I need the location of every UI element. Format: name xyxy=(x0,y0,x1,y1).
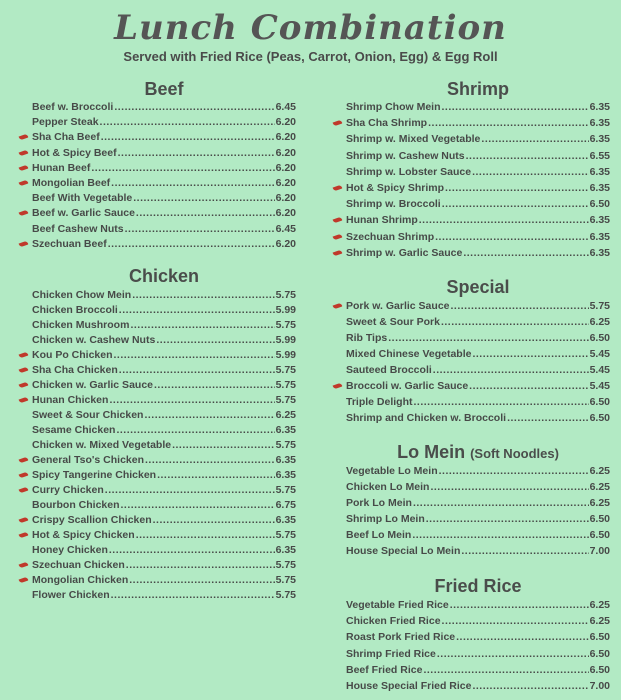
item-price: 6.20 xyxy=(275,131,296,144)
section-beef xyxy=(32,78,296,253)
item-name: Hot & Spicy Beef xyxy=(32,146,117,159)
dot-leader xyxy=(116,424,274,436)
chili-pepper-icon xyxy=(333,120,343,127)
chili-pepper-icon xyxy=(19,367,29,374)
menu-item xyxy=(346,680,610,696)
item-name: Shrimp Lo Mein xyxy=(346,513,425,525)
dot-leader xyxy=(119,304,275,316)
menu-item xyxy=(32,364,296,379)
menu-item xyxy=(346,101,610,117)
dot-leader xyxy=(111,589,275,601)
item-name: Rib Tips xyxy=(346,332,388,344)
item-name: Mixed Chinese Vegetable xyxy=(346,348,472,360)
item-price: 6.45 xyxy=(275,101,296,113)
item-price: 5.75 xyxy=(275,319,296,331)
item-name: Shrimp w. Cashew Nuts xyxy=(346,149,465,162)
item-name: Sweet & Sour Chicken xyxy=(32,409,144,421)
item-price: 5.75 xyxy=(275,379,296,391)
item-price: 6.35 xyxy=(589,117,610,130)
section-title: Fried Rice xyxy=(434,576,522,596)
item-name: Hunan Beef xyxy=(32,161,91,174)
chili-pepper-icon xyxy=(19,382,29,389)
dot-leader xyxy=(153,514,275,526)
dot-leader xyxy=(472,348,588,360)
dot-leader xyxy=(439,465,589,477)
section-special xyxy=(346,276,610,428)
dot-leader xyxy=(441,316,589,328)
item-price: 6.35 xyxy=(589,101,610,113)
item-price: 6.50 xyxy=(589,412,610,424)
item-name: Spicy Tangerine Chicken xyxy=(32,469,157,481)
menu-item xyxy=(346,117,610,133)
menu-item xyxy=(346,247,610,263)
item-name: Shrimp Fried Rice xyxy=(346,647,436,660)
item-price: 6.35 xyxy=(275,454,296,466)
item-name: Szechuan Beef xyxy=(32,237,107,250)
section-shrimp xyxy=(346,78,610,263)
menu-item xyxy=(32,116,296,131)
menu-item xyxy=(32,484,296,499)
menu-item xyxy=(32,589,296,604)
item-price: 5.75 xyxy=(275,364,296,376)
item-name: House Special Fried Rice xyxy=(346,679,472,692)
menu-item xyxy=(32,559,296,574)
item-price: 5.45 xyxy=(589,348,610,360)
menu-item xyxy=(346,182,610,198)
chili-pepper-icon xyxy=(19,517,29,524)
dot-leader xyxy=(507,412,589,424)
dot-leader xyxy=(472,680,588,692)
item-name: Sha Cha Shrimp xyxy=(346,117,428,130)
menu-item xyxy=(346,396,610,412)
item-price: 6.35 xyxy=(589,230,610,243)
dot-leader xyxy=(419,214,589,226)
item-name: Hunan Chicken xyxy=(32,394,109,406)
item-price: 5.45 xyxy=(589,380,610,392)
item-price: 5.75 xyxy=(589,300,610,312)
dot-leader xyxy=(426,513,589,525)
item-price: 6.55 xyxy=(589,149,610,162)
menu-item xyxy=(32,319,296,334)
item-price: 5.99 xyxy=(275,334,296,346)
section-title: Beef xyxy=(144,79,184,99)
item-price: 6.35 xyxy=(589,214,610,227)
menu-item xyxy=(32,162,296,177)
dot-leader xyxy=(157,469,274,481)
menu-item xyxy=(346,664,610,680)
item-price: 6.20 xyxy=(275,237,296,250)
item-price: 6.45 xyxy=(275,222,296,235)
menu-item xyxy=(32,529,296,544)
menu-item xyxy=(346,198,610,214)
item-name: Chicken Lo Mein xyxy=(346,481,430,493)
chili-pepper-icon xyxy=(19,532,29,539)
menu-item xyxy=(32,334,296,349)
item-price: 6.20 xyxy=(275,192,296,205)
menu-item xyxy=(346,599,610,615)
item-name: Hot & Spicy Chicken xyxy=(32,529,135,541)
item-name: Chicken Chow Mein xyxy=(32,289,132,301)
menu-item xyxy=(346,133,610,149)
dot-leader xyxy=(445,182,589,194)
item-price: 5.75 xyxy=(275,529,296,541)
dot-leader xyxy=(125,223,275,235)
item-name: Chicken w. Garlic Sauce xyxy=(32,379,153,391)
item-name: Mongolian Chicken xyxy=(32,574,129,586)
item-name: Flower Chicken xyxy=(32,589,110,601)
dot-leader xyxy=(472,166,589,178)
chili-pepper-icon xyxy=(333,233,343,240)
item-name: Shrimp w. Broccoli xyxy=(346,198,441,211)
item-name: Bourbon Chicken xyxy=(32,499,120,511)
dot-leader xyxy=(412,529,588,541)
item-price: 6.20 xyxy=(275,176,296,189)
section-title xyxy=(346,441,610,463)
item-name: Chicken Mushroom xyxy=(32,319,130,331)
menu-item xyxy=(346,364,610,380)
dot-leader xyxy=(463,247,588,259)
dot-leader xyxy=(145,454,275,466)
dot-leader xyxy=(114,349,275,361)
item-name: Hunan Shrimp xyxy=(346,214,418,227)
item-name: Beef With Vegetable xyxy=(32,192,133,205)
menu-item xyxy=(32,131,296,146)
dot-leader xyxy=(154,379,275,391)
dot-leader xyxy=(430,481,588,493)
dot-leader xyxy=(129,574,274,586)
item-price: 6.35 xyxy=(589,181,610,194)
chili-pepper-icon xyxy=(19,472,29,479)
menu-item xyxy=(32,304,296,319)
item-name: Chicken Fried Rice xyxy=(346,615,441,628)
menu-item xyxy=(32,499,296,514)
dot-leader xyxy=(442,101,589,113)
menu-item xyxy=(346,214,610,230)
chili-pepper-icon xyxy=(19,210,29,217)
dot-leader xyxy=(469,380,588,392)
dot-leader xyxy=(450,599,589,611)
item-name: Shrimp Chow Mein xyxy=(346,101,441,113)
dot-leader xyxy=(119,364,275,376)
menu-item xyxy=(32,574,296,589)
menu-item xyxy=(346,481,610,497)
dot-leader xyxy=(481,133,588,145)
item-price: 6.20 xyxy=(275,116,296,129)
menu-item xyxy=(32,514,296,529)
item-name: Sha Cha Chicken xyxy=(32,364,118,376)
item-name: Honey Chicken xyxy=(32,544,108,556)
item-name: Shrimp w. Mixed Vegetable xyxy=(346,133,481,146)
menu-item xyxy=(346,332,610,348)
item-name: Mongolian Beef xyxy=(32,176,111,189)
item-name: Beef Cashew Nuts xyxy=(32,222,124,235)
section-fried-rice xyxy=(346,575,610,696)
item-price: 5.99 xyxy=(275,304,296,316)
item-name: Roast Pork Fried Rice xyxy=(346,631,456,644)
menu-item xyxy=(346,150,610,166)
dot-leader xyxy=(388,332,588,344)
menu-item xyxy=(32,147,296,162)
dot-leader xyxy=(414,396,589,408)
menu-item xyxy=(32,101,296,116)
item-price: 6.75 xyxy=(275,499,296,511)
item-price: 5.75 xyxy=(275,394,296,406)
dot-leader xyxy=(136,207,275,219)
menu-item xyxy=(32,424,296,439)
item-price: 6.50 xyxy=(589,198,610,211)
item-price: 6.50 xyxy=(589,631,610,644)
menu-item xyxy=(32,409,296,424)
menu-title: Lunch Combination xyxy=(114,8,507,48)
menu-item xyxy=(346,348,610,364)
dot-leader xyxy=(456,631,588,643)
menu-item xyxy=(32,349,296,364)
item-price: 6.25 xyxy=(589,316,610,328)
item-price: 6.50 xyxy=(589,332,610,344)
dot-leader xyxy=(109,394,274,406)
item-price: 5.75 xyxy=(275,574,296,586)
item-name: Chicken w. Cashew Nuts xyxy=(32,334,156,346)
menu-item xyxy=(32,223,296,238)
menu-item xyxy=(32,177,296,192)
item-price: 7.00 xyxy=(589,545,610,557)
item-price: 5.75 xyxy=(275,589,296,601)
item-name: Pork Lo Mein xyxy=(346,497,412,509)
chili-pepper-icon xyxy=(19,180,29,187)
dot-leader xyxy=(108,238,275,250)
menu-item xyxy=(346,497,610,513)
menu-item xyxy=(346,615,610,631)
dot-leader xyxy=(437,648,589,660)
item-price: 6.20 xyxy=(275,146,296,159)
chili-pepper-icon xyxy=(333,303,343,310)
item-price: 5.75 xyxy=(275,559,296,571)
menu-item xyxy=(346,631,610,647)
menu-item xyxy=(32,394,296,409)
dot-leader xyxy=(423,664,588,676)
dot-leader xyxy=(109,544,275,556)
dot-leader xyxy=(130,319,274,331)
menu-item xyxy=(32,289,296,304)
item-name: Sesame Chicken xyxy=(32,424,116,436)
dot-leader xyxy=(105,484,275,496)
dot-leader xyxy=(466,150,589,162)
dot-leader xyxy=(136,529,275,541)
item-price: 6.25 xyxy=(589,497,610,509)
item-name: General Tso's Chicken xyxy=(32,454,145,466)
chili-pepper-icon xyxy=(333,185,343,192)
menu-item xyxy=(32,469,296,484)
item-name: Beef Lo Mein xyxy=(346,529,412,541)
item-price: 5.75 xyxy=(275,439,296,451)
menu-item xyxy=(346,648,610,664)
item-price: 6.50 xyxy=(589,663,610,676)
item-name: House Special Lo Mein xyxy=(346,545,461,557)
menu-subtitle: Served with Fried Rice (Peas, Carrot, Onion, Egg) & Egg Roll xyxy=(123,49,498,64)
item-name: Vegetable Fried Rice xyxy=(346,599,449,611)
menu-item xyxy=(346,465,610,481)
item-name: Beef w. Garlic Sauce xyxy=(32,207,135,220)
section-note: (Soft Noodles) xyxy=(470,446,559,461)
dot-leader xyxy=(111,177,274,189)
chili-pepper-icon xyxy=(19,487,29,494)
dot-leader xyxy=(101,131,275,143)
item-name: Shrimp w. Garlic Sauce xyxy=(346,246,463,259)
item-name: Szechuan Shrimp xyxy=(346,230,435,243)
menu-item xyxy=(32,207,296,222)
item-name: Pork w. Garlic Sauce xyxy=(346,300,450,312)
menu-item xyxy=(32,192,296,207)
dot-leader xyxy=(156,334,274,346)
menu-item xyxy=(346,545,610,561)
chili-pepper-icon xyxy=(19,164,29,171)
section-title: Special xyxy=(446,277,510,297)
dot-leader xyxy=(118,147,275,159)
dot-leader xyxy=(451,300,589,312)
section-title-text: Lo Mein xyxy=(397,442,466,462)
menu-item xyxy=(346,412,610,428)
item-name: Szechuan Chicken xyxy=(32,559,125,571)
menu-item xyxy=(346,380,610,396)
item-price: 6.35 xyxy=(589,133,610,146)
item-name: Chicken Broccoli xyxy=(32,304,118,316)
menu-item xyxy=(32,238,296,253)
dot-leader xyxy=(114,101,274,113)
item-price: 6.25 xyxy=(589,481,610,493)
item-name: Beef w. Broccoli xyxy=(32,101,114,113)
item-price: 6.25 xyxy=(275,409,296,421)
dot-leader xyxy=(121,499,275,511)
menu-item xyxy=(346,513,610,529)
dot-leader xyxy=(442,615,589,627)
menu-item xyxy=(346,231,610,247)
item-price: 6.35 xyxy=(275,424,296,436)
dot-leader xyxy=(91,162,274,174)
item-price: 6.20 xyxy=(275,207,296,220)
item-name: Beef Fried Rice xyxy=(346,663,423,676)
section-chicken xyxy=(32,265,296,604)
chili-pepper-icon xyxy=(333,383,343,390)
chili-pepper-icon xyxy=(19,397,29,404)
dot-leader xyxy=(144,409,274,421)
menu-item xyxy=(346,300,610,316)
menu-item xyxy=(32,544,296,559)
menu-item xyxy=(32,454,296,469)
item-price: 7.00 xyxy=(589,679,610,692)
item-name: Sha Cha Beef xyxy=(32,131,100,144)
menu-item xyxy=(32,379,296,394)
chili-pepper-icon xyxy=(19,457,29,464)
item-name: Pepper Steak xyxy=(32,116,99,129)
dot-leader xyxy=(413,497,589,509)
chili-pepper-icon xyxy=(19,577,29,584)
menu-item xyxy=(346,166,610,182)
dot-leader xyxy=(428,117,588,129)
dot-leader xyxy=(172,439,274,451)
item-name: Sauteed Broccoli xyxy=(346,364,432,376)
item-price: 6.25 xyxy=(589,599,610,611)
dot-leader xyxy=(100,116,275,128)
menu-item xyxy=(346,316,610,332)
dot-leader xyxy=(461,545,588,557)
dot-leader xyxy=(126,559,275,571)
item-price: 5.45 xyxy=(589,364,610,376)
chili-pepper-icon xyxy=(333,217,343,224)
item-name: Triple Delight xyxy=(346,396,413,408)
item-price: 6.20 xyxy=(275,161,296,174)
dot-leader xyxy=(132,289,274,301)
chili-pepper-icon xyxy=(333,249,343,256)
item-name: Shrimp w. Lobster Sauce xyxy=(346,165,472,178)
menu-item xyxy=(32,439,296,454)
chili-pepper-icon xyxy=(19,134,29,141)
item-price: 6.50 xyxy=(589,529,610,541)
item-name: Kou Po Chicken xyxy=(32,349,113,361)
item-price: 6.35 xyxy=(275,544,296,556)
item-name: Curry Chicken xyxy=(32,484,104,496)
chili-pepper-icon xyxy=(19,352,29,359)
dot-leader xyxy=(442,198,589,210)
item-price: 6.35 xyxy=(589,165,610,178)
dot-leader xyxy=(435,231,588,243)
item-price: 6.50 xyxy=(589,396,610,408)
item-name: Shrimp and Chicken w. Broccoli xyxy=(346,412,507,424)
item-price: 6.35 xyxy=(275,469,296,481)
section-title: Shrimp xyxy=(446,79,509,99)
item-name: Crispy Scallion Chicken xyxy=(32,514,152,526)
item-price: 6.35 xyxy=(589,246,610,259)
item-name: Hot & Spicy Shrimp xyxy=(346,181,445,194)
item-name: Vegetable Lo Mein xyxy=(346,465,438,477)
menu-item xyxy=(346,529,610,545)
item-price: 6.25 xyxy=(589,615,610,628)
section-lo-mein xyxy=(346,441,610,561)
chili-pepper-icon xyxy=(19,562,29,569)
section-title: Chicken xyxy=(128,266,200,286)
chili-pepper-icon xyxy=(19,149,29,156)
item-name: Chicken w. Mixed Vegetable xyxy=(32,439,172,451)
chili-pepper-icon xyxy=(19,240,29,247)
item-price: 5.99 xyxy=(275,349,296,361)
item-price: 5.75 xyxy=(275,484,296,496)
item-price: 6.50 xyxy=(589,647,610,660)
dot-leader xyxy=(433,364,589,376)
item-price: 5.75 xyxy=(275,289,296,301)
dot-leader xyxy=(133,192,274,204)
item-price: 6.35 xyxy=(275,514,296,526)
item-name: Broccoli w. Garlic Sauce xyxy=(346,380,469,392)
item-name: Sweet & Sour Pork xyxy=(346,316,440,328)
item-price: 6.25 xyxy=(589,465,610,477)
item-price: 6.50 xyxy=(589,513,610,525)
